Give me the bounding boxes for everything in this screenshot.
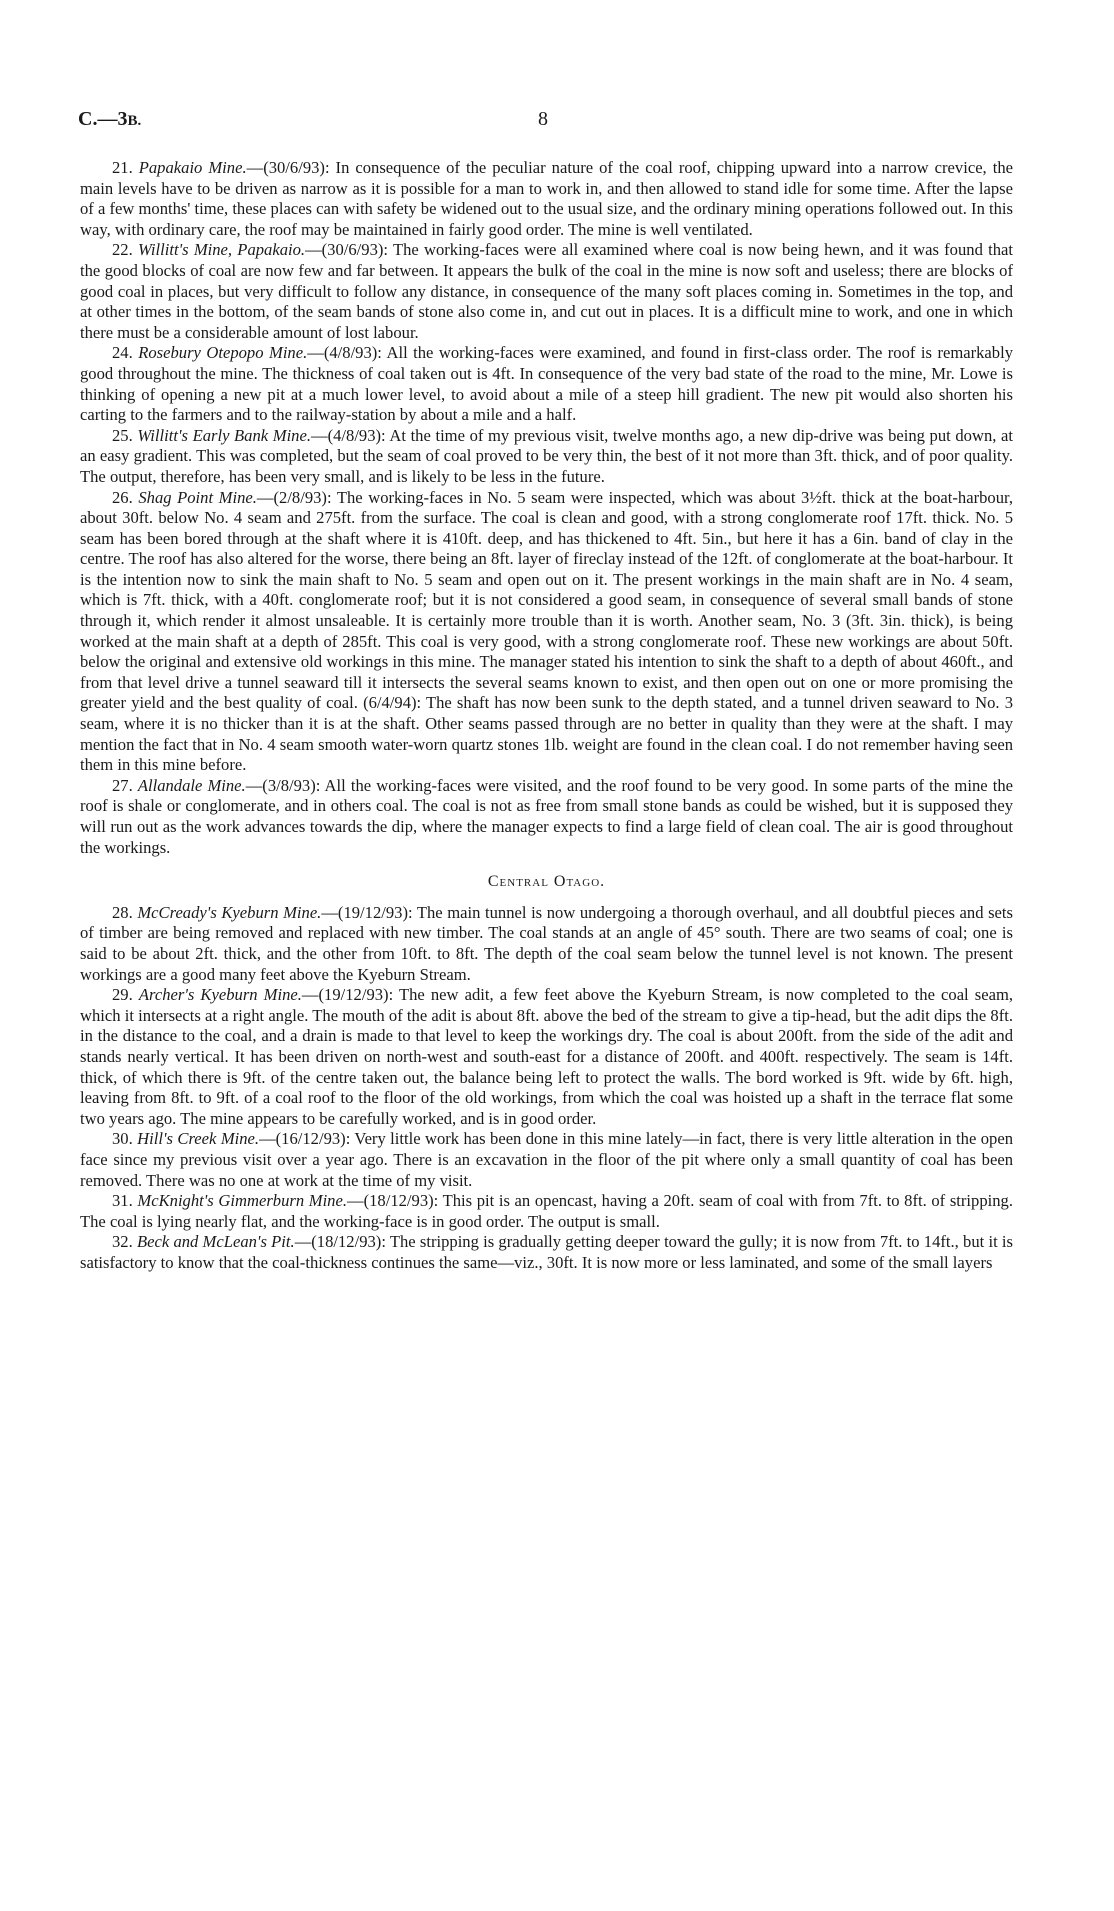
page-number: 8 — [538, 108, 548, 130]
paragraph-26: 26. Shag Point Mine.—(2/8/93): The working-faces in No. 5 seam were inspected, which was about 3½ft. thick at the boat-harbour, about 30ft. below No. 4 seam and 275ft. from the surface. The coal is clean and good, with a strong conglomerate roof 17ft. thick. No. 5 seam has been bored through at the shaft where it is 410ft. deep, and has thickened to 4ft. 5in., but here it has a 6in. band of clay in the centre. The roof has also altered for the worse, there being an 8ft. layer of fireclay instead of the 12ft. of conglomerate at the boat-harbour. It is the intention now to sink the main shaft to No. 5 seam and open out on it. The present workings in the main shaft are in No. 4 seam, which is 7ft. thick, with a 40ft. conglomerate roof; but it is not considered a good seam, in consequence of several small bands of stone through it, which render it almost unsaleable. It is certainly more trouble than it is worth. Another seam, No. 3 (3ft. 3in. thick), is being worked at the main shaft at a depth of 285ft. This coal is very good, with a strong conglomerate roof. These new workings are about 50ft. below the original and extensive old workings in this mine. The manager stated his intention to sink the shaft to a depth of about 460ft., and from that level drive a tunnel seaward till it intersects the several seams known to exist, and then open out on one or more promising the greater yield and the best quality of coal. (6/4/94): The shaft has now been sunk to the depth stated, and a tunnel driven seaward to No. 3 seam, where it is no thicker than it is at the shaft. Other seams passed through are no better in quality than they were at the shaft. I may mention the fact that in No. 4 seam smooth water-worn quartz stones 1lb. weight are found in the clean coal. I do not remember having seen them in this mine before. — [80, 487, 1013, 775]
page-header — [78, 108, 1026, 136]
paragraph-22: 22. Willitt's Mine, Papakaio.—(30/6/93): The working-faces were all examined where coal is now being hewn, and it was found that the good blocks of coal are now few and far between. It appears the bulk of the coal in the mine is now soft and useless; there are blocks of good coal in places, but very difficult to follow any distance, in consequence of the many soft places coming in. Sometimes in the top, and at other times in the bottom, of the seam bands of stone also come in, and cut out in places. It is a difficult mine to work, and one in which there must be a considerable amount of lost labour. — [80, 240, 1013, 342]
paragraph-28: 28. McCready's Kyeburn Mine.—(19/12/93): The main tunnel is now undergoing a thorough overhaul, and all doubtful pieces and sets of timber are being removed and replaced with new timber. The coal stands at an angle of 45° south. There are two seams of coal; one is said to be about 2ft. thick, and the other from 10ft. to 8ft. The depth of the coal seam below the tunnel level is not known. The present workings are a good many feet above the Kyeburn Stream. — [80, 902, 1013, 984]
report-body — [80, 158, 1013, 1273]
paragraph-24: 24. Rosebury Otepopo Mine.—(4/8/93): All the working-faces were examined, and found in first-class order. The roof is remarkably good throughout the mine. The thickness of coal taken out is 4ft. In consequence of the very bad state of the road to the mine, Mr. Lowe is thinking of opening a new pit at a much lower level, to avoid about a mile of a steep hill gradient. The new pit would also shorten his carting to the farmers and to the railway-station by about a mile and a half. — [80, 343, 1013, 425]
paragraph-25: 25. Willitt's Early Bank Mine.—(4/8/93): At the time of my previous visit, twelve months ago, a new dip-drive was being put down, at an easy gradient. This was completed, but the seam of coal proved to be very thin, the best of it not more than 3ft. thick, and of poor quality. The output, therefore, has been very small, and is likely to be less in the future. — [80, 425, 1013, 486]
paragraph-32: 32. Beck and McLean's Pit.—(18/12/93): The stripping is gradually getting deeper toward the gully; it is now from 7ft. to 14ft., but it is satisfactory to know that the coal-thickness continues the same—viz., 30ft. It is now more or less laminated, and some of the small layers — [80, 1232, 1013, 1272]
paragraph-31: 31. McKnight's Gimmerburn Mine.—(18/12/93): This pit is an opencast, having a 20ft. seam of coal with from 7ft. to 8ft. of stripping. The coal is lying nearly flat, and the working-face is in good order. The output is small. — [80, 1191, 1013, 1231]
section-heading-central-otago: Central Otago. — [487, 873, 606, 891]
document-reference: C.—3B. — [78, 108, 142, 130]
paragraph-21: 21. Papakaio Mine.—(30/6/93): In consequence of the peculiar nature of the coal roof, chipping upward into a narrow crevice, the main levels have to be driven as narrow as it is possible for a man to work in, and then allowed to stand idle for some time. After the lapse of a few months' time, these places can with safety be widened out to the usual size, and the ordinary mining operations followed out. In this way, with ordinary care, the roof may be maintained in fairly good order. The mine is well ventilated. — [80, 158, 1013, 239]
paragraph-30: 30. Hill's Creek Mine.—(16/12/93): Very little work has been done in this mine lately—in fact, there is very little alteration in the open face since my previous visit over a year ago. There is an excavation in the floor of the pit where only a small quantity of coal has been removed. There was no one at work at the time of my visit. — [80, 1129, 1013, 1190]
paragraph-29: 29. Archer's Kyeburn Mine.—(19/12/93): The new adit, a few feet above the Kyeburn Stream, is now completed to the coal seam, which it intersects at a right angle. The mouth of the adit is about 8ft. above the bed of the stream to give a tip-head, but the adit dips the 8ft. in the distance to the coal, and a drain is made to that level to keep the workings dry. The coal is about 200ft. from the side of the adit and stands nearly vertical. It has been driven on north-west and south-east for a distance of 200ft. and 400ft. respectively. The seam is 14ft. thick, of which there is 9ft. of the centre taken out, the balance being left to protect the walls. The bord worked is 9ft. wide by 6ft. high, leaving from 8ft. to 9ft. of a coal roof to the floor of the old workings, from which the coal was hoisted up a shaft in the terrace flat some two years ago. The mine appears to be carefully worked, and is in good order. — [80, 985, 1014, 1128]
paragraph-27: 27. Allandale Mine.—(3/8/93): All the working-faces were visited, and the roof found to be very good. In some parts of the mine the roof is shale or conglomerate, and in others coal. The coal is not as free from small stone bands as could be wished, but it is supposed they will run out as the work advances towards the dip, where the manager expects to find a large field of clean coal. The air is good throughout the workings. — [80, 775, 1013, 857]
